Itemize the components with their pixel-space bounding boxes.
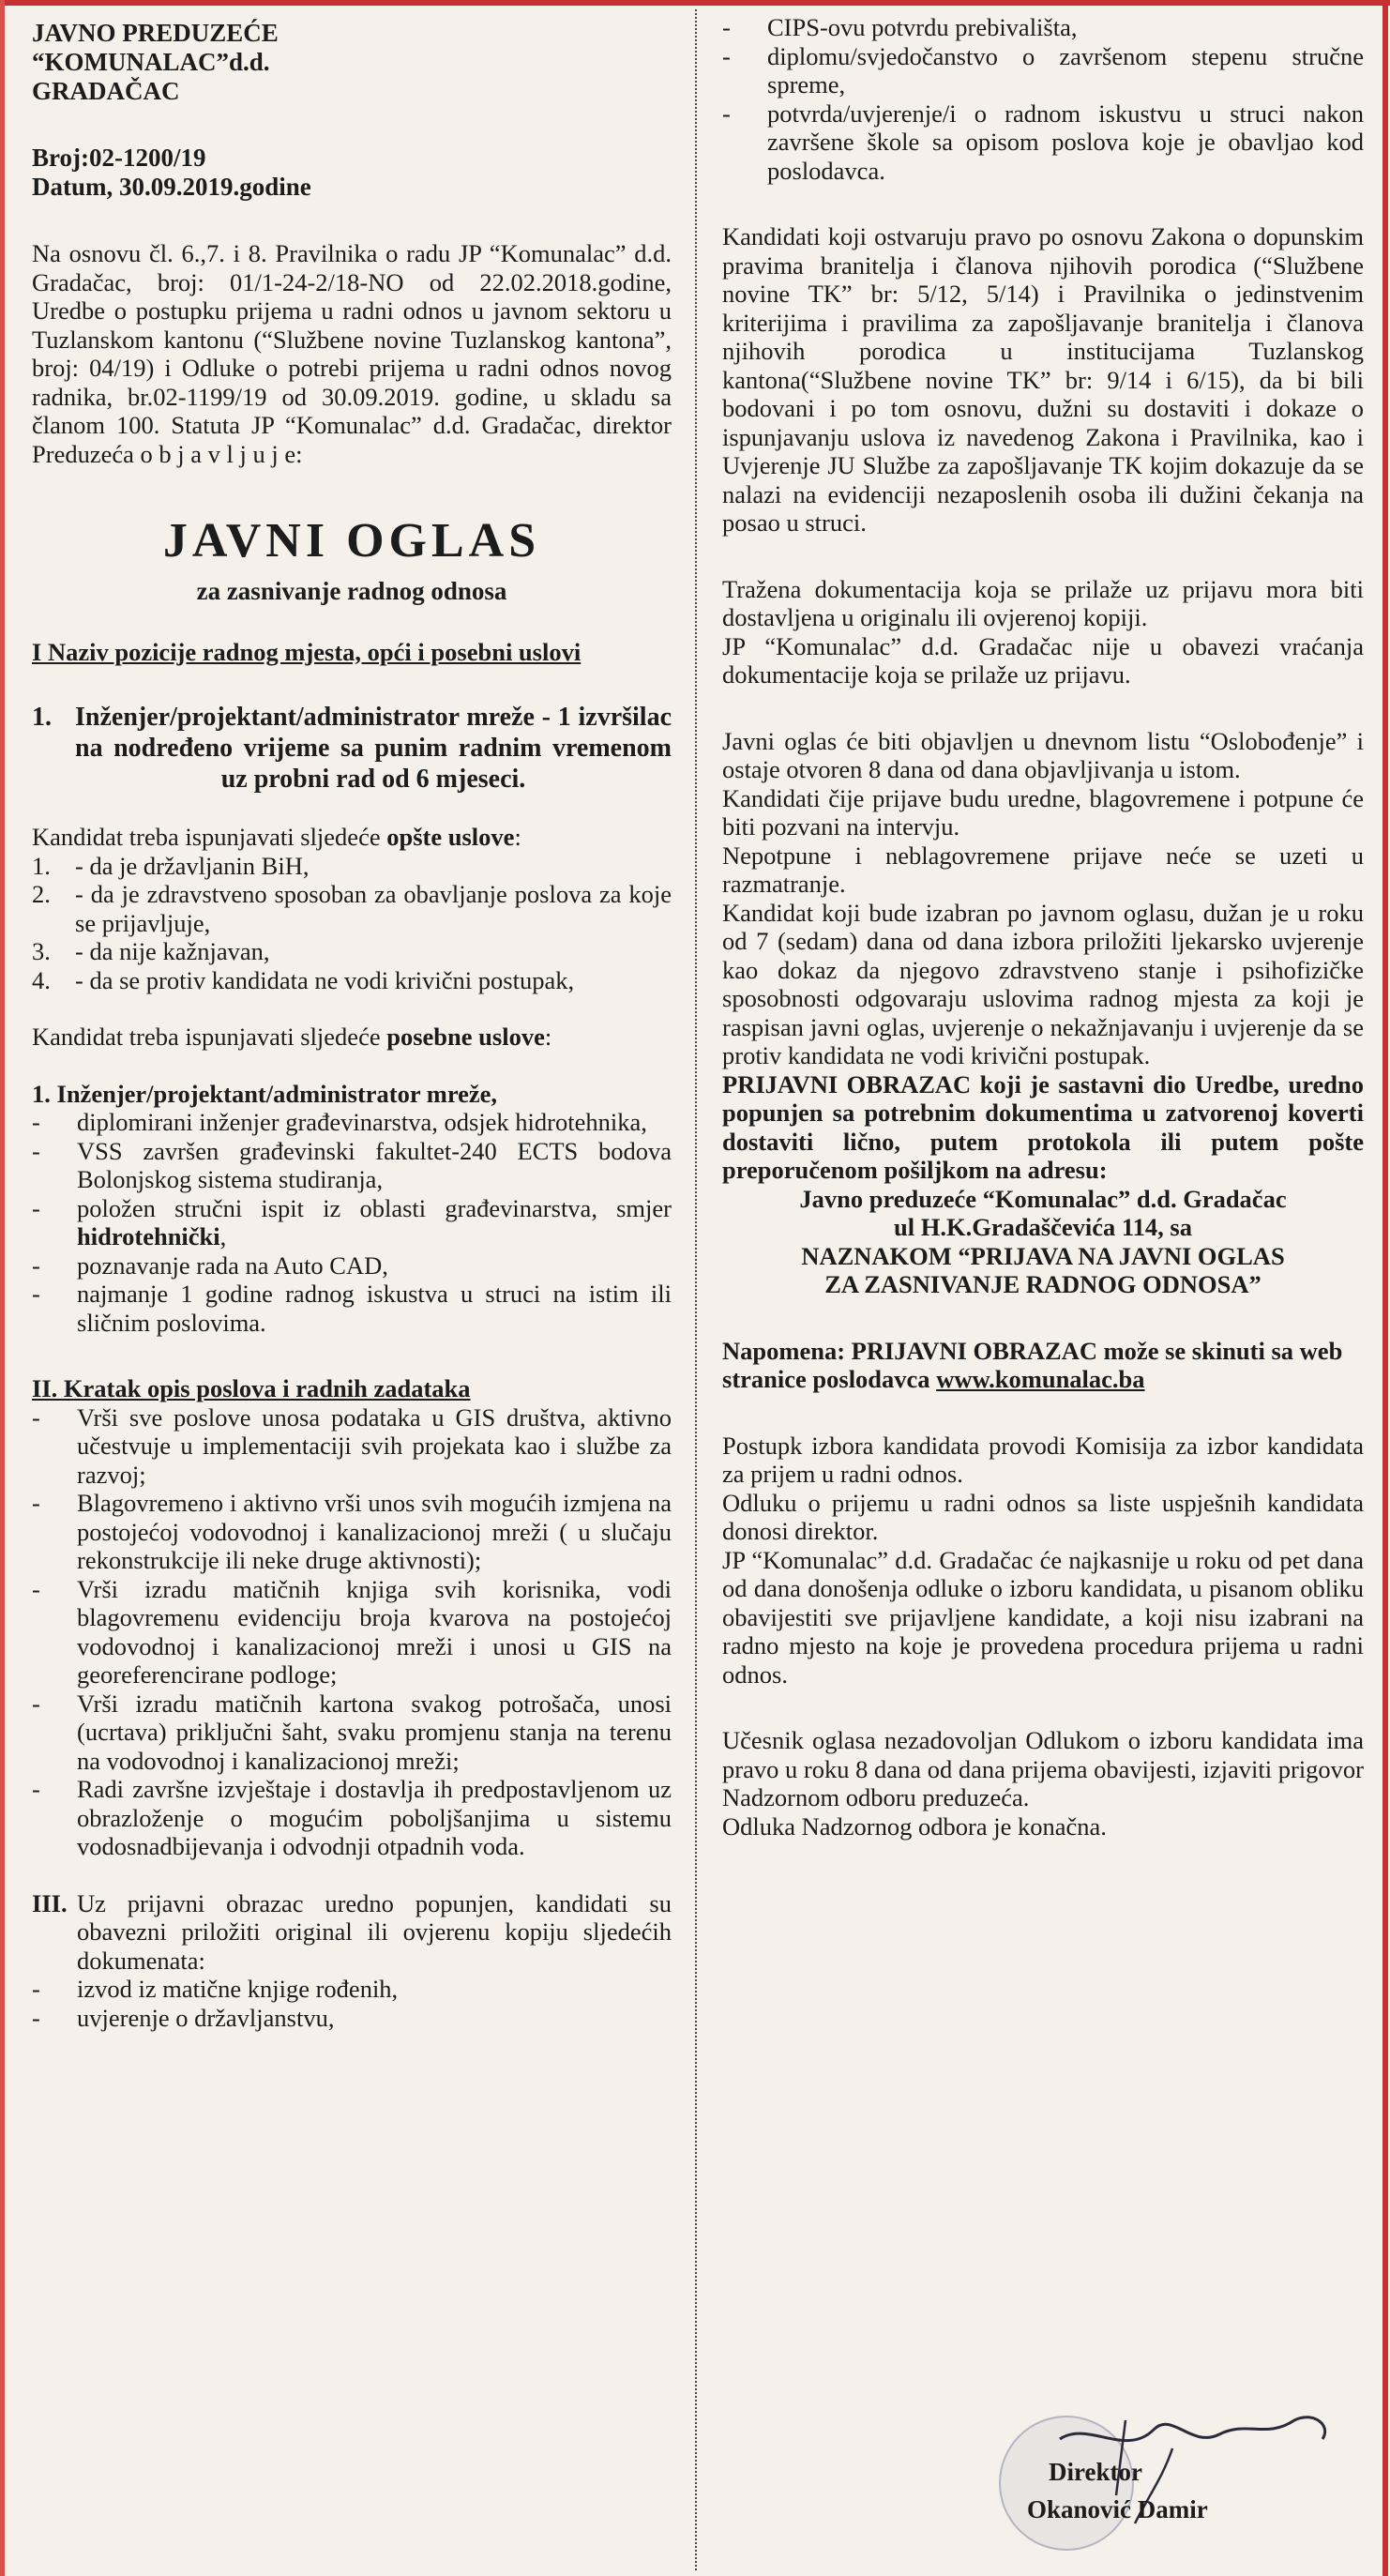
list-item: - Vrši sve poslove unosa podataka u GIS društva, aktivno učestvuje u implementaciji svih projekata kao i službe za razvoj; <box>32 1402 672 1489</box>
intro-paragraph: Na osnovu čl. 6.,7. i 8. Pravilnika o radu JP “Komunalac” d.d. Gradačac, broj: 01/1-24-2/18-NO od 22.02.2018.godine, Uredbe o postupku prijema u radni odnos u javnom sektoru u Tuzlanskom kantonu (“Službene novine Tuzlanskog kantona”, broj: 04/19) i Odluke o potrebi prijema u radni odnos novog radnika, br.02-1199/19 od 30.09.2019. godine, u skladu sa članom 100. Statuta JP “Komunalac” d.d. Gradačac, direktor Preduzeća o b j a v l j u j e: <box>32 239 672 468</box>
company-name-line1: JAVNO PREDUZEĆE <box>32 19 279 47</box>
list-item: - diplomu/svjedočanstvo o završenom stepenu stručne spreme, <box>722 41 1364 98</box>
document-number: Broj:02-1200/19 <box>32 144 206 172</box>
address-line-3: NAZNAKOM “PRIJAVA NA JAVNI OGLAS <box>801 1241 1285 1270</box>
red-border-top <box>0 0 1390 6</box>
documents-list-continued <box>722 13 1364 185</box>
veterans-paragraph: Kandidati koji ostvaruju pravo po osnovu Zakona o dopunskim pravima branitelja i članova njihovih porodica (“Službene novine TK” br: 5/12, 5/14) i Pravilnika o jedinstvenim kriterijima i pravilima za zapošljavanje branitelja i članova njihovih porodica u institucijama Tuzlanskog kantona(“Službene novine TK” br: 9/14 i 6/15), da bi bili bodovani i po tom osnovu, dužni su dostaviti i dokaze o ispunjavanju uslova iz navedenog Zakona i Pravilnika, kao i Uvjerenje JU Službe za zapošljavanje TK kojim dokazuje da se nalazi na evidenciji nezaposlenih osoba ili dužini čekanja na posao u struci. <box>722 222 1364 537</box>
list-item: - VSS završen građevinski fakultet-240 ECTS bodova Bolonjskog sistema studiranja, <box>32 1136 672 1193</box>
position-text: Inženjer/projektant/administrator mreže - 1 izvršilac na nodređeno vrijeme sa punim radnim vremenom uz probni rad od 6 mjeseci. <box>75 703 672 794</box>
director-name: Okanović Damir <box>1027 2495 1208 2523</box>
list-item: - najmanje 1 godine radnog iskustva u struci na istim ili sličnim poslovima. <box>32 1280 672 1337</box>
tasks-list <box>32 1403 672 1861</box>
notice-title: JAVNI OGLAS <box>162 514 541 568</box>
address-line-1: Javno preduzeće “Komunalac” d.d. Gradačac <box>799 1184 1287 1213</box>
application-form-paragraph: PRIJAVNI OBRAZAC koji je sastavni dio Uredbe, uredno popunjen sa potrebnim dokumentima u zatvorenoj koverti dostaviti lično, putem protokola ili putem pošte preporučenom pošiljkom na adresu: <box>722 1069 1364 1184</box>
documents-paragraph-1: Tražena dokumentacija koja se prilaže uz prijavu mora biti dostavljena u originalu ili ovjerenoj kopiji. <box>722 574 1364 631</box>
publication-paragraph: Javni oglas će biti objavljen u dnevnom listu “Oslobođenje” i ostaje otvoren 8 dana od dana objavljivanja u istom. <box>722 726 1364 783</box>
red-border-right <box>1382 0 1388 2576</box>
list-item: - izvod iz matične knjige rođenih, <box>32 1975 399 2003</box>
company-city: GRADAČAC <box>32 77 180 105</box>
list-item: - Vrši izradu matičnih knjiga svih korisnika, vodi blagovremenu evidenciju broja kvarova na postojećoj vodovodnoj i kanalizacionoj mreži i unosi u GIS na georeferencirane podloge; <box>32 1574 672 1689</box>
note-paragraph: Napomena: PRIJAVNI OBRAZAC može se skinuti sa web stranice poslodavca www.komunalac.ba <box>722 1336 1343 1393</box>
selected-candidate-paragraph: Kandidat koji bude izabran po javnom oglasu, dužan je u roku od 7 (sedam) dana od dana izbora priložiti ljekarsko uvjerenje kao dokaz da njegovo zdravstveno stanje i psihofizičke sposobnosti odgovaraju uslovima radnog mjesta za koji je raspisan javni oglas, uvjerenje o nekažnjavanju i uvjerenje da se protiv kandidata ne vodi krivični postupak. <box>722 898 1364 1069</box>
appeal-paragraph: Učesnik oglasa nezadovoljan Odlukom o izboru kandidata ima pravo u roku 8 dana od dana prijema obavijesti, izjaviti prigovor Nadzornom odboru preduzeća. <box>722 1726 1364 1811</box>
section-1-title: I Naziv pozicije radnog mjesta, opći i posebni uslovi <box>32 637 582 666</box>
list-item: 3. - da nije kažnjavan, <box>32 937 270 965</box>
list-item: - diplomirani inženjer građevinarstva, odsjek hidrotehnika, <box>32 1108 647 1136</box>
notice-subtitle: za zasnivanje radnog odnosa <box>196 577 507 605</box>
interview-paragraph: Kandidati čije prijave budu uredne, blagovremene i potpune će biti pozvani na intervju. <box>722 783 1364 841</box>
left-column <box>32 19 672 2032</box>
director-title: Direktor <box>1049 2458 1142 2486</box>
special-conditions-heading: 1. Inženjer/projektant/administrator mreže, <box>32 1079 498 1108</box>
procedure-paragraph-1: Postupk izbora kandidata provodi Komisija za izbor kandidata za prijem u radni odnos. <box>722 1431 1364 1488</box>
position-number: 1. <box>32 703 52 732</box>
general-conditions-lead: Kandidat treba ispunjavati sljedeće opšte uslove: <box>32 823 521 851</box>
section-3 <box>32 1889 672 2033</box>
list-item: - Vrši izradu matičnih kartona svakog potrošača, unosi (ucrtava) priključni šaht, svaku promjenu stanja na terenu na vodovodnoj i kanalizacionoj mreži; <box>32 1689 672 1775</box>
final-decision-paragraph: Odluka Nadzornog odbora je konačna. <box>722 1811 1107 1841</box>
address-line-4: ZA ZASNIVANJE RADNOG ODNOSA” <box>824 1270 1262 1298</box>
website-link[interactable]: www.komunalac.ba <box>936 1365 1145 1393</box>
right-column <box>722 13 1364 1841</box>
red-border-left <box>0 0 5 2576</box>
list-item: - CIPS-ovu potvrdu prebivališta, <box>722 13 1078 41</box>
section-2-title: II. Kratak opis poslova i radnih zadataka <box>32 1374 471 1402</box>
company-name-line2: “KOMUNALAC”d.d. <box>32 48 270 76</box>
position-title <box>32 702 672 795</box>
special-conditions-lead: Kandidat treba ispunjavati sljedeće posebne uslove: <box>32 1023 552 1051</box>
list-item: - Radi završne izvještaje i dostavlja ih predpostavljenom uz obrazloženje o mogućim poboljšanjima u sistemu vodosnadbijevanja i odvodnji otpadnih voda. <box>32 1775 672 1860</box>
list-item: 4. - da se protiv kandidata ne vodi krivični postupak, <box>32 965 575 994</box>
list-item: - položen stručni ispit iz oblasti građevinarstva, smjer hidrotehnički, <box>32 1193 672 1250</box>
special-conditions-list <box>32 1108 672 1337</box>
procedure-paragraph-3: JP “Komunalac” d.d. Gradačac će najkasnije u roku od pet dana od dana donošenja odluke o izboru kandidata, u pisanom obliku obavijestiti sve prijavljene kandidate, a koji nisu izabrani na radno mjesto na koje je provedena procedura prijema u radni odnos. <box>722 1545 1364 1689</box>
list-item: - uvjerenje o državljanstvu, <box>32 2003 335 2032</box>
list-item: - potvrda/uvjerenje/i o radnom iskustvu u struci nakon završene škole sa opisom poslova koje je obavljao kod poslodavca. <box>722 98 1364 185</box>
column-divider <box>695 9 697 2570</box>
documents-paragraph-2: JP “Komunalac” d.d. Gradačac nije u obavezi vraćanja dokumentacije koja se prilaže uz prijavu. <box>722 631 1364 689</box>
list-item: 2. - da je zdravstveno sposoban za obavljanje poslova za koje se prijavljuje, <box>32 880 672 937</box>
procedure-paragraph-2: Odluku o prijemu u radni odnos sa liste uspješnih kandidata donosi direktor. <box>722 1488 1364 1545</box>
list-item: 1. - da je državljanin BiH, <box>32 851 310 880</box>
address-line-2: ul H.K.Gradaščevića 114, sa <box>894 1213 1192 1241</box>
document-date: Datum, 30.09.2019.godine <box>32 173 311 201</box>
general-conditions-list <box>32 852 672 995</box>
section-3-heading: III. Uz prijavni obrazac uredno popunjen, kandidati su obavezni priložiti original ili ovjerenu kopiju sljedećih dokumenata: <box>32 1888 672 1975</box>
signature-scribble <box>985 2383 1379 2570</box>
incomplete-paragraph: Nepotpune i neblagovremene prijave neće se uzeti u razmatranje. <box>722 841 1364 898</box>
list-item: - poznavanje rada na Auto CAD, <box>32 1250 388 1280</box>
list-item: - Blagovremeno i aktivno vrši unos svih mogućih izmjena na postojećoj vodovodnoj i kanalizacionoj mreži ( u slučaju rekonstrukcije ili neke druge aktivnosti); <box>32 1489 672 1574</box>
